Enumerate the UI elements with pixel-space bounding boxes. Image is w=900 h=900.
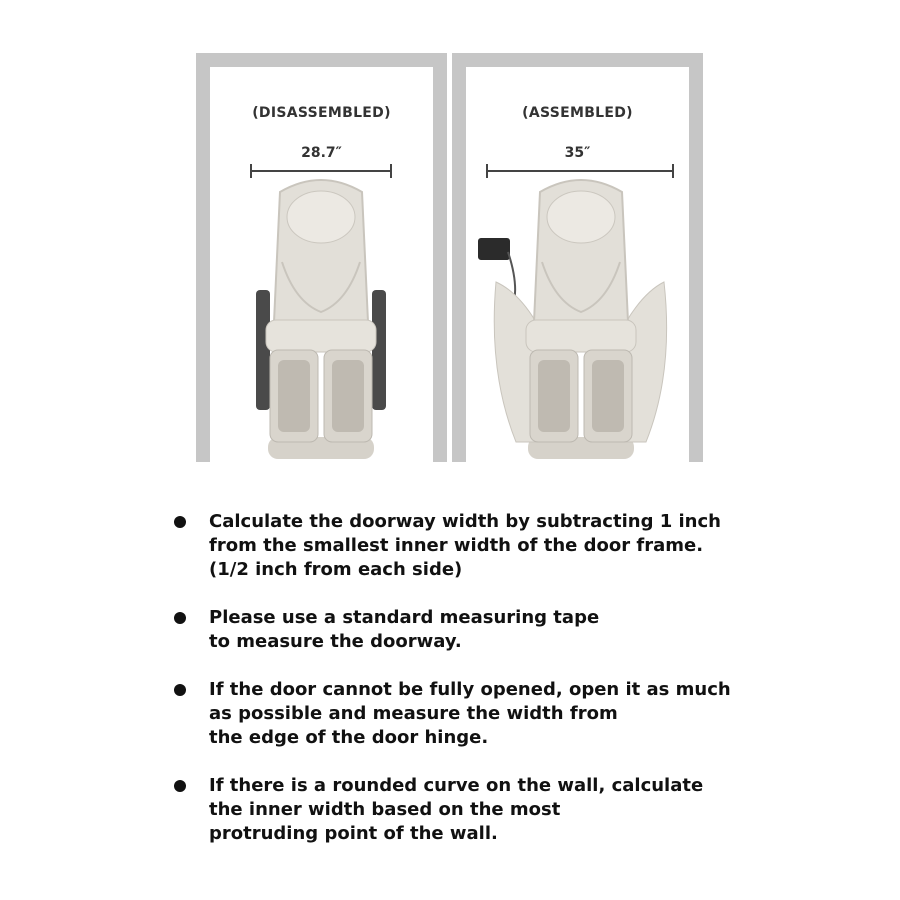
list-item [172,678,772,750]
bullet-dot-icon [174,516,186,528]
door-label: (DISASSEMBLED) [252,105,391,121]
list-item-text: the edge of the door hinge. [209,727,489,748]
list-item-text: protruding point of the wall. [209,823,498,844]
massage-chair-assembled-image [478,172,682,462]
bullet-dot-icon [174,780,186,792]
list-item-text: to measure the doorway. [209,631,462,652]
list-item-text: the inner width based on the most [209,799,561,820]
list-item [172,510,772,582]
door-label: (ASSEMBLED) [522,105,633,121]
door-opening [466,67,689,462]
list-item-text: Calculate the doorway width by subtracting 1 inch [209,511,721,532]
door-opening [210,67,433,462]
bullet-dot-icon [174,612,186,624]
door-frame-assembled [452,53,703,462]
list-item-text: If the door cannot be fully opened, open it as much [209,679,731,700]
list-item [172,606,772,654]
list-item-text: (1/2 inch from each side) [209,559,463,580]
door-frame-disassembled [196,53,447,462]
list-item-text: If there is a rounded curve on the wall, calculate [209,775,704,796]
list-item [172,774,772,846]
massage-chair-disassembled-image [250,172,392,462]
width-measurement-text: 28.7″ [301,145,342,161]
width-measurement-text: 35″ [564,145,591,161]
bullet-dot-icon [174,684,186,696]
list-item-text: as possible and measure the width from [209,703,618,724]
list-item-text: Please use a standard measuring tape [209,607,600,628]
list-item-text: from the smallest inner width of the door frame. [209,535,704,556]
instructions-list [172,510,772,870]
